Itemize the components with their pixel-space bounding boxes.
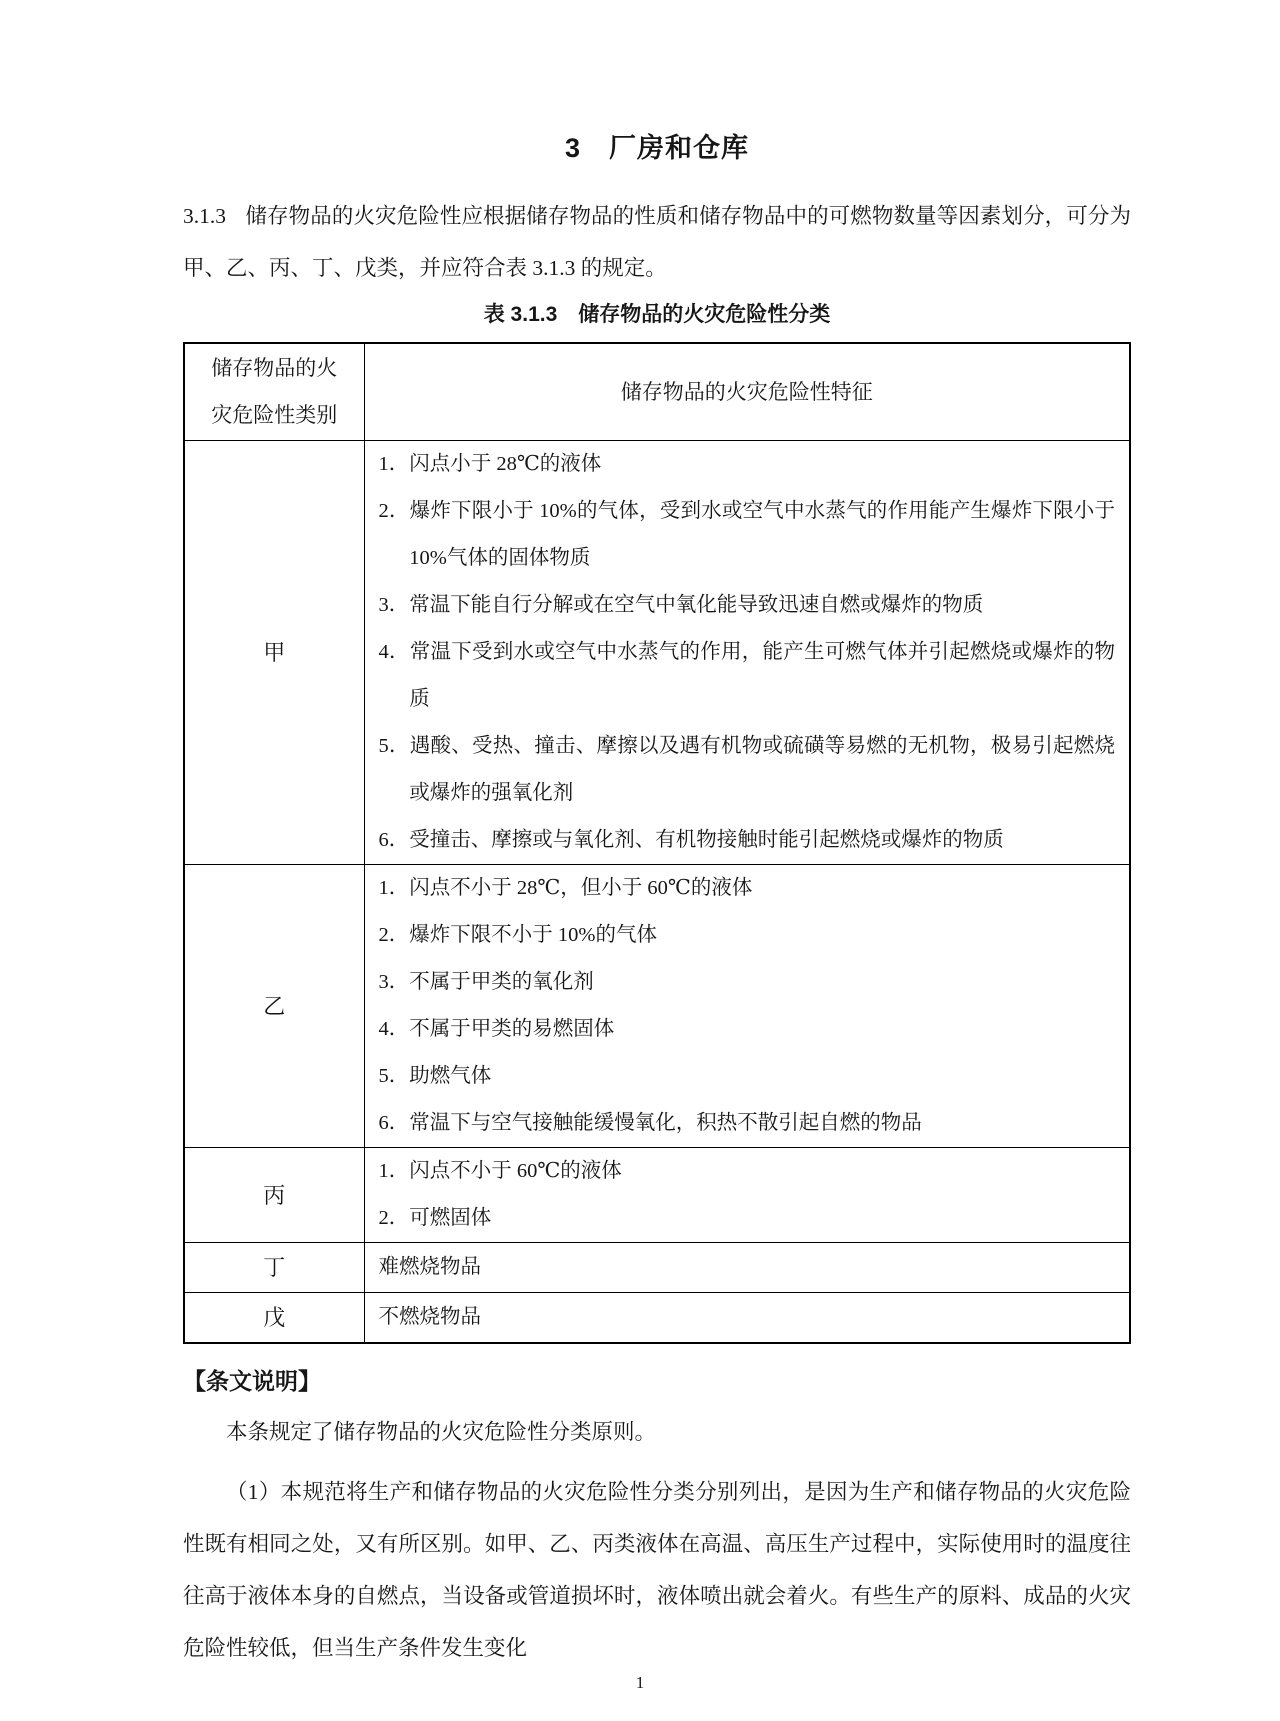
clause-3-1-3-paragraph [183,190,1131,294]
page-number: 1 [635,1673,645,1692]
table-row-yi [184,865,1130,1148]
feature-item: 6．受撞击、摩擦或与氧化剂、有机物接触时能引起燃烧或爆炸的物质 [378,829,1004,851]
col-header-category-line1: 储存物品的火 [211,356,338,380]
table-header-row [184,343,1130,441]
category-cell: 丙 [184,1148,364,1243]
feature-item: 2．爆炸下限小于 10%的气体，受到水或空气中水蒸气的作用能产生爆炸下限小于 10%气体的固体物质 [378,500,1115,569]
clause-text: 储存物品的火灾危险性应根据储存物品的性质和储存物品中的可燃物数量等因素划分，可分为甲、乙、丙、丁、戊类，并应符合表 3.1.3 的规定。 [183,204,1131,280]
table-row-jia [184,441,1130,865]
table-row-bing [184,1148,1130,1243]
category-cell: 戊 [184,1293,364,1344]
commentary-heading: 【条文说明】 [183,1368,321,1394]
commentary-paragraph-2: （1）本规范将生产和储存物品的火灾危险性分类分别列出，是因为生产和储存物品的火灾危险性既有相同之处，又有所区别。如甲、乙、丙类液体在高温、高压生产过程中，实际使用时的温度往往高于液体本身的自燃点，当设备或管道损坏时，液体喷出就会着火。有些生产的原料、成品的火灾危险性较低，但当生产条件发生变化 [183,1480,1131,1660]
col-header-category [184,343,364,441]
feature-item: 不燃烧物品 [378,1306,481,1328]
feature-item: 1．闪点不小于 60℃的液体 [378,1160,622,1182]
page-content [183,0,1131,1674]
characteristics-cell [364,1293,1130,1344]
feature-item: 难燃烧物品 [378,1256,481,1278]
feature-item: 4．常温下受到水或空气中水蒸气的作用，能产生可燃气体并引起燃烧或爆炸的物质 [378,641,1115,710]
category-cell: 乙 [184,865,364,1148]
feature-item: 3．不属于甲类的氧化剂 [378,971,594,993]
category-cell: 甲 [184,441,364,865]
commentary-paragraph-1: 本条规定了储存物品的火灾危险性分类原则。 [226,1420,657,1444]
col-header-characteristics: 储存物品的火灾危险性特征 [364,343,1130,441]
characteristics-cell [364,1243,1130,1293]
characteristics-cell [364,441,1130,865]
chapter-title: 3 厂房和仓库 [564,133,750,163]
hazard-classification-table [183,342,1131,1344]
feature-item: 2．可燃固体 [378,1207,492,1229]
feature-item: 3．常温下能自行分解或在空气中氧化能导致迅速自燃或爆炸的物质 [378,594,984,616]
feature-item: 5．助燃气体 [378,1065,492,1087]
table-row-wu [184,1293,1130,1344]
feature-item: 4．不属于甲类的易燃固体 [378,1018,615,1040]
characteristics-cell [364,865,1130,1148]
feature-item: 5．遇酸、受热、撞击、摩擦以及遇有机物或硫磺等易燃的无机物，极易引起燃烧或爆炸的强氧化剂 [378,735,1115,804]
col-header-category-line2: 灾危险性类别 [211,403,338,427]
characteristics-cell [364,1148,1130,1243]
clause-number: 3.1.3 [183,204,226,228]
feature-item: 6．常温下与空气接触能缓慢氧化，积热不散引起自燃的物品 [378,1112,922,1134]
feature-item: 1．闪点小于 28℃的液体 [378,453,602,475]
table-caption: 表 3.1.3 储存物品的火灾危险性分类 [483,303,831,326]
feature-item: 1．闪点不小于 28℃，但小于 60℃的液体 [378,877,753,899]
category-cell: 丁 [184,1243,364,1293]
feature-item: 2．爆炸下限不小于 10%的气体 [378,924,657,946]
table-row-ding [184,1243,1130,1293]
